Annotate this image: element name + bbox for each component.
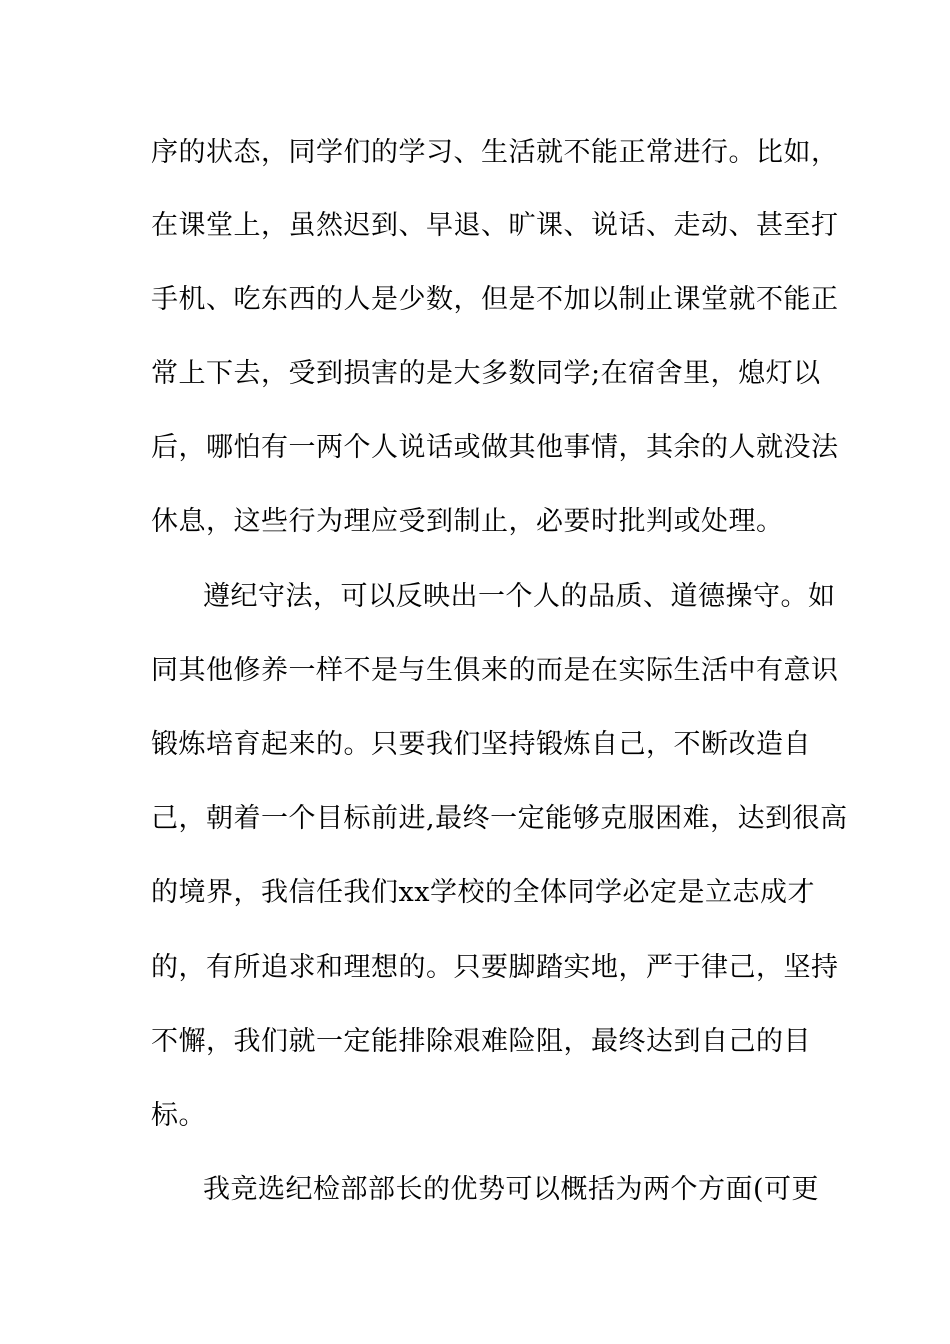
paragraph-line: 标。 xyxy=(151,1100,206,1131)
paragraph-line: 后，哪怕有一两个人说话或做其他事情，其余的人就没法 xyxy=(151,432,839,463)
paragraph-line: 常上下去，受到损害的是大多数同学;在宿舍里，熄灯以 xyxy=(151,358,821,389)
paragraph-line: 序的状态，同学们的学习、生活就不能正常进行。比如， xyxy=(151,137,839,168)
paragraph-line: 不懈，我们就一定能排除艰难险阻，最终达到自己的目 xyxy=(151,1026,811,1057)
paragraph-line: 休息，这些行为理应受到制止，必要时批判或处理。 xyxy=(151,506,784,537)
paragraph-line: 手机、吃东西的人是少数，但是不加以制止课堂就不能正 xyxy=(151,284,839,315)
paragraph-line: 己，朝着一个目标前进,最终一定能够克服困难，达到很高 xyxy=(151,803,848,834)
paragraph-line: 锻炼培育起来的。只要我们坚持锻炼自己，不断改造自 xyxy=(151,729,811,760)
paragraph-line: 的，有所追求和理想的。只要脚踏实地，严于律己，坚持 xyxy=(151,952,839,983)
paragraph-first-line: 我竞选纪检部部长的优势可以概括为两个方面(可更 xyxy=(203,1174,820,1205)
paragraph-line: 在课堂上，虽然迟到、早退、旷课、说话、走动、甚至打 xyxy=(151,210,839,241)
paragraph-line: 的境界，我信任我们xx学校的全体同学必定是立志成才 xyxy=(151,877,815,908)
paragraph-first-line: 遵纪守法，可以反映出一个人的品质、道德操守。如 xyxy=(203,581,836,612)
paragraph-line: 同其他修养一样不是与生俱来的而是在实际生活中有意识 xyxy=(151,655,839,686)
